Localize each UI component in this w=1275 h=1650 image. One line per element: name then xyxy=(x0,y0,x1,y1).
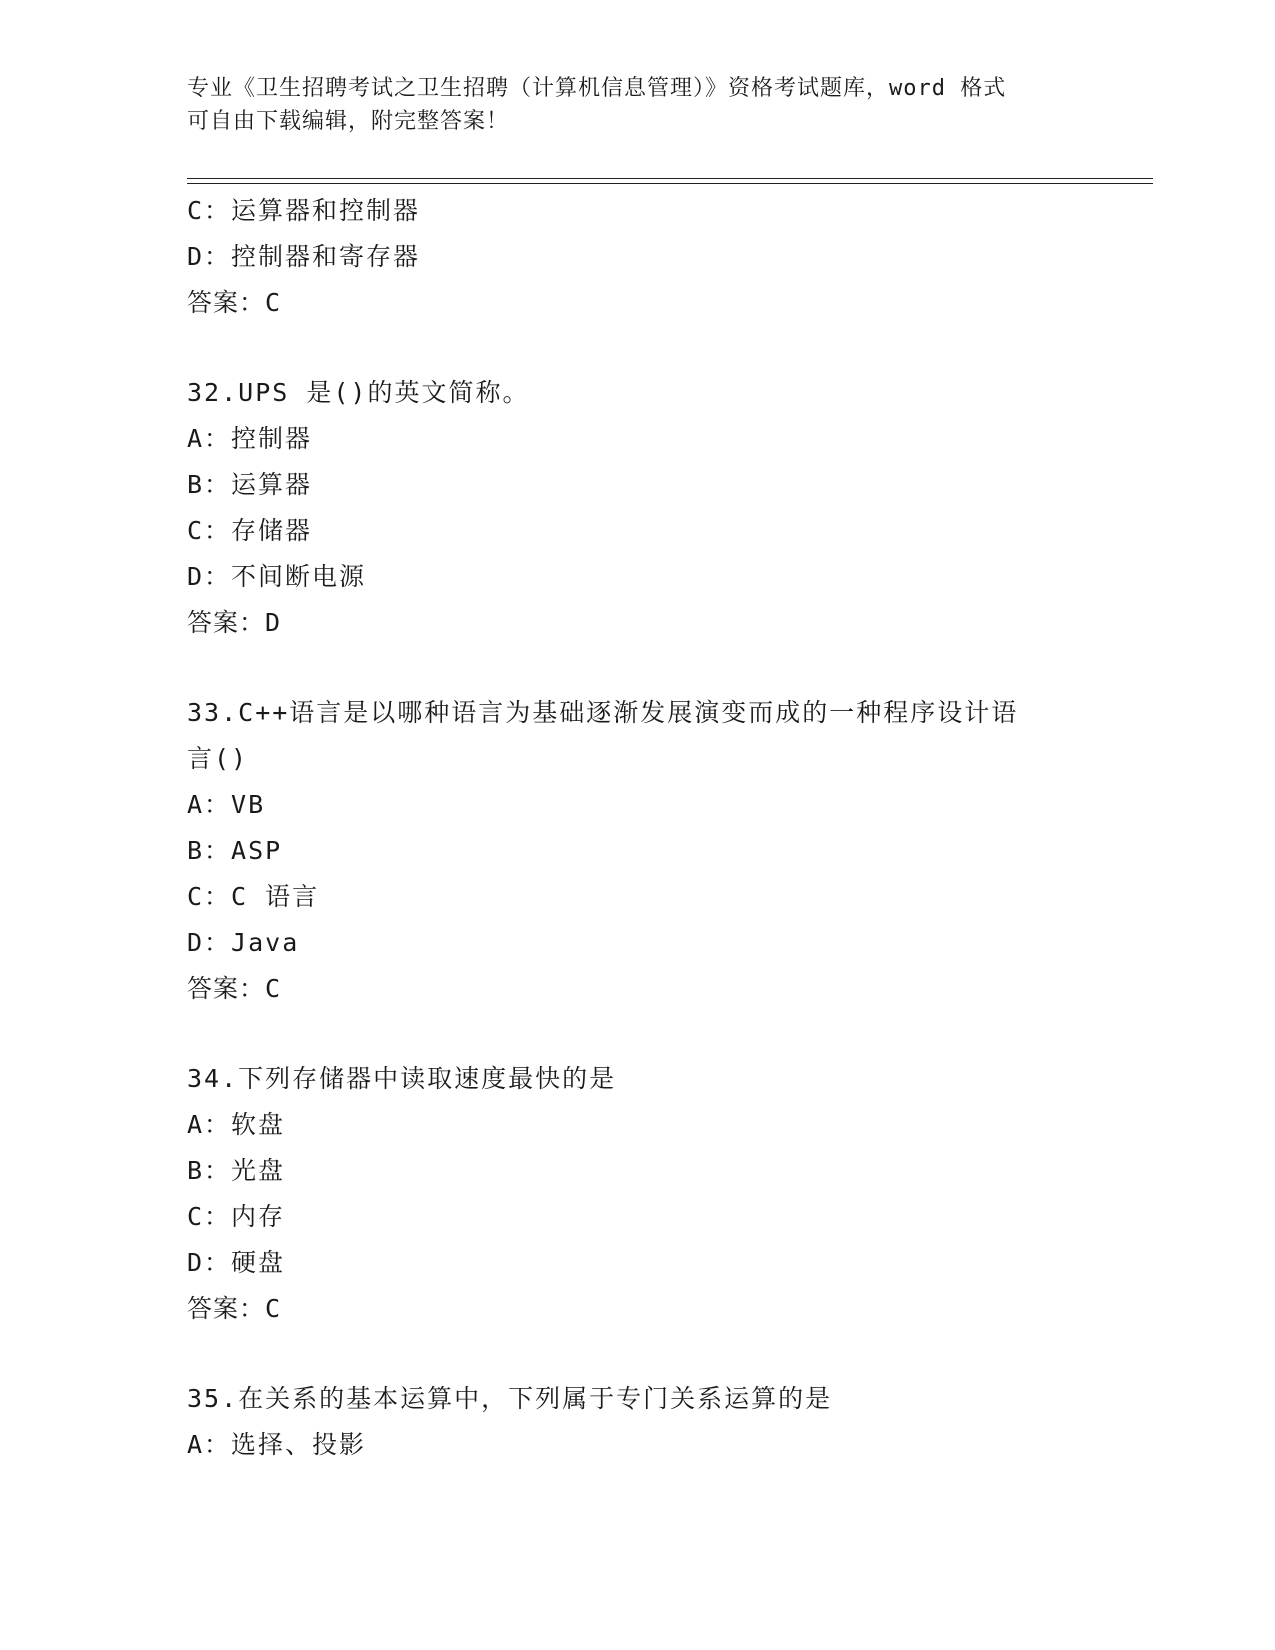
question-text: 33.C++语言是以哪种语言为基础逐渐发展演变而成的一种程序设计语 xyxy=(187,698,1019,727)
answer-value: C xyxy=(265,1294,282,1323)
header-divider-top xyxy=(187,178,1153,179)
spacer xyxy=(187,646,1087,690)
question-text: 34.下列存储器中读取速度最快的是 xyxy=(187,1064,617,1093)
option-c: C：运算器和控制器 xyxy=(187,196,421,225)
question-text-continued: 言() xyxy=(187,744,249,773)
answer-label: 答案： xyxy=(187,288,266,317)
question-list xyxy=(187,188,1087,1468)
option-a: A：控制器 xyxy=(187,424,313,453)
answer-value: C xyxy=(265,288,282,317)
option-b: B：运算器 xyxy=(187,470,313,499)
answer-value: D xyxy=(265,608,282,637)
option-a: A：软盘 xyxy=(187,1110,286,1139)
answer-label: 答案： xyxy=(187,608,266,637)
question-32 xyxy=(187,370,1087,646)
option-c: C：内存 xyxy=(187,1202,286,1231)
answer-label: 答案： xyxy=(187,1294,266,1323)
option-b: B：光盘 xyxy=(187,1156,286,1185)
header-title-line-2: 可自由下载编辑，附完整答案！ xyxy=(187,109,510,134)
question-31-fragment xyxy=(187,188,1087,326)
answer-value: C xyxy=(265,974,282,1003)
answer-label: 答案： xyxy=(187,974,266,1003)
option-d: D：硬盘 xyxy=(187,1248,286,1277)
option-c: C：存储器 xyxy=(187,516,313,545)
answer-line xyxy=(187,1286,1087,1332)
option-a: A：VB xyxy=(187,790,266,819)
header-title-line-1: 专业《卫生招聘考试之卫生招聘（计算机信息管理）》资格考试题库，word 格式 xyxy=(187,76,1007,101)
question-35 xyxy=(187,1376,1087,1468)
option-d: D：不间断电源 xyxy=(187,562,367,591)
answer-line xyxy=(187,600,1087,646)
option-c: C：C 语言 xyxy=(187,882,320,911)
question-text: 32.UPS 是()的英文简称。 xyxy=(187,378,530,407)
question-34 xyxy=(187,1056,1087,1332)
header-divider-bottom xyxy=(187,183,1153,184)
answer-line xyxy=(187,280,1087,326)
answer-line xyxy=(187,966,1087,1012)
question-33 xyxy=(187,690,1087,1012)
option-d: D：控制器和寄存器 xyxy=(187,242,421,271)
spacer xyxy=(187,1332,1087,1376)
question-text: 35.在关系的基本运算中，下列属于专门关系运算的是 xyxy=(187,1384,833,1413)
document-header xyxy=(187,72,1067,138)
spacer xyxy=(187,1012,1087,1056)
option-d: D：Java xyxy=(187,928,300,957)
option-b: B：ASP xyxy=(187,836,283,865)
spacer xyxy=(187,326,1087,370)
option-a: A：选择、投影 xyxy=(187,1430,367,1459)
